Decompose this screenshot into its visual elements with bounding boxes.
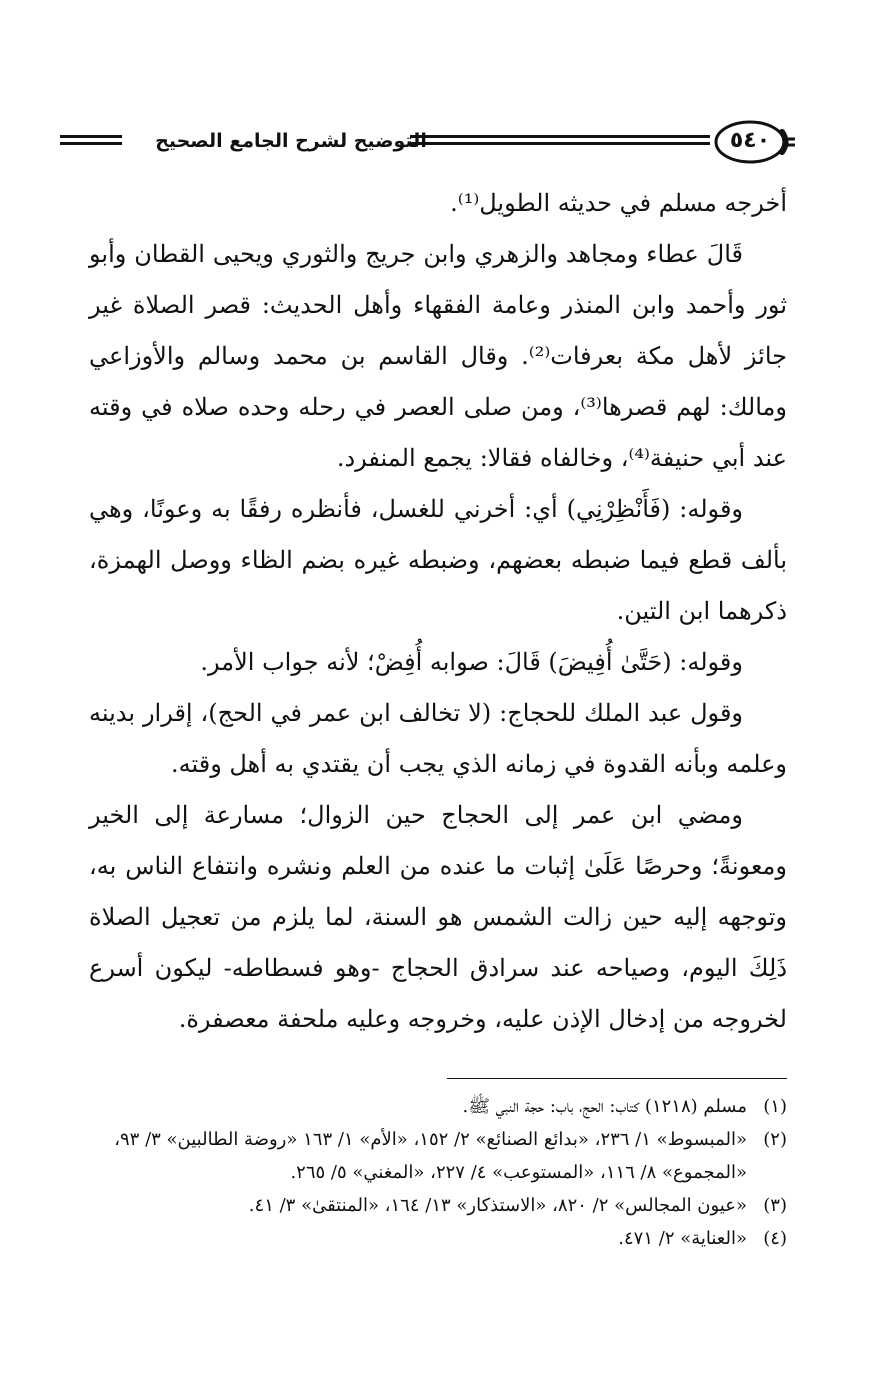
footnote-number: (١) bbox=[763, 1096, 787, 1117]
header-rule-right bbox=[410, 135, 710, 149]
running-title: التوضيح لشرح الجامع الصحيح bbox=[155, 130, 427, 152]
footnote-number: (٤) bbox=[763, 1228, 787, 1249]
footnote-number: (٢) bbox=[763, 1129, 787, 1150]
footnote-separator bbox=[447, 1078, 787, 1079]
footnote bbox=[89, 1090, 787, 1123]
page-number: ٥٤٠ bbox=[729, 128, 771, 153]
paragraph: أخرجه مسلم في حديثه الطويل⁽¹⁾. bbox=[450, 189, 787, 217]
paragraph: ومضي ابن عمر إلى الحجاج حين الزوال؛ مسارعة إلى الخير ومعونةً؛ وحرصًا عَلَىٰ إثبات ما عنده من العلم ونشره وانتفاع الناس به، وتوجهه إليه حين زالت الشمس هو السنة، لما يلزم من تعجيل الصلاة ذَلِكَ اليوم، وصياحه عند سرادق الحجاج -وهو فسطاطه- ليكون أسرع لخروجه من إدخال الإذن عليه، وخروجه وعليه ملحفة معصفرة. bbox=[89, 801, 788, 1033]
footnote-text: مسلم (١٢١٨) كتاب: الحج، باب: حجة النبي ﷺ. bbox=[462, 1096, 747, 1117]
footnote bbox=[89, 1189, 787, 1222]
header-rule-left bbox=[60, 135, 122, 149]
footnote bbox=[89, 1123, 787, 1189]
page-number-badge bbox=[713, 118, 795, 166]
footnote-text: «المبسوط» ١/ ٢٣٦، «بدائع الصنائع» ٢/ ١٥٢، «الأم» ١/ ١٦٣ «روضة الطالبين» ٣/ ٩٣، «المجموع» ٨/ ١١٦، «المستوعب» ٤/ ٢٢٧، «المغني» ٥/ ٢٦٥. bbox=[114, 1129, 747, 1183]
paragraph: وقوله: (فَأَنْظِرْنِي) أي: أخرني للغسل، فأنظره رفقًا به وعونًا، وهي بألف قطع فيما ضبطه بعضهم، وضبطه غيره بضم الظاء ووصل الهمزة، ذكرهما ابن التين. bbox=[89, 495, 787, 625]
main-text bbox=[89, 178, 787, 1045]
footnote-text: «عيون المجالس» ٢/ ٨٢٠، «الاستذكار» ١٣/ ١٦٤، «المنتقىٰ» ٣/ ٤١. bbox=[248, 1195, 747, 1216]
running-header bbox=[60, 118, 795, 166]
footnote bbox=[89, 1222, 787, 1255]
footnote-text: «العناية» ٢/ ٤٧١. bbox=[618, 1228, 747, 1249]
paragraph: قَالَ عطاء ومجاهد والزهري وابن جريج والثوري ويحيى القطان وأبو ثور وأحمد وابن المنذر وعامة الفقهاء وأهل الحديث: قصر الصلاة غير جائز لأهل مكة بعرفات⁽²⁾. وقال القاسم بن محمد وسالم والأوزاعي ومالك: لهم قصرها⁽³⁾، ومن صلى العصر في رحله وحده صلاه في وقته عند أبي حنيفة⁽⁴⁾، وخالفاه فقالا: يجمع المنفرد. bbox=[89, 240, 787, 472]
footnotes bbox=[89, 1090, 787, 1255]
paragraph: وقوله: (حَتَّىٰ أُفِيضَ) قَالَ: صوابه أُفِضْ؛ لأنه جواب الأمر. bbox=[200, 648, 743, 676]
paragraph: وقول عبد الملك للحجاج: (لا تخالف ابن عمر في الحج)، إقرار بدينه وعلمه وبأنه القدوة في زمانه الذي يجب أن يقتدي به أهل وقته. bbox=[89, 699, 787, 778]
footnote-number: (٣) bbox=[763, 1195, 787, 1216]
